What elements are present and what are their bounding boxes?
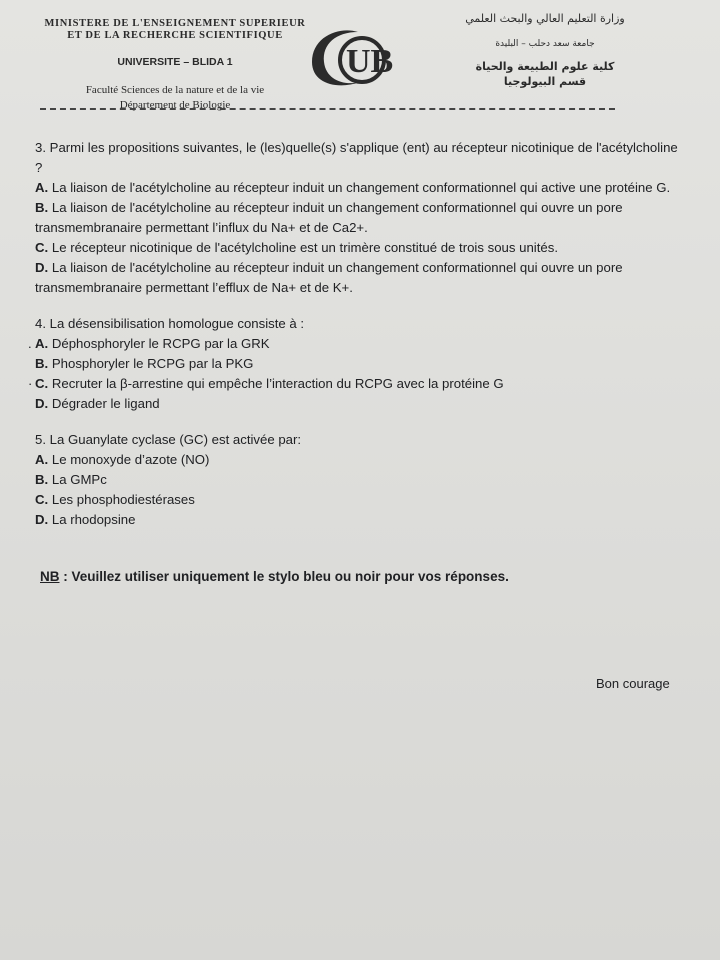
option-text: La rhodopsine xyxy=(51,512,136,527)
option-text: La liaison de l'acétylcholine au récepteur induit un changement conformationnel qui ouvre un pore transmembranaire permettant l’efflux de Na+ et de K+. xyxy=(35,260,623,295)
pen-mark: · xyxy=(28,376,33,391)
option-text: Dégrader le ligand xyxy=(51,396,160,411)
ministry-line-2: ET DE LA RECHERCHE SCIENTIFIQUE xyxy=(67,30,283,41)
questions-section xyxy=(28,138,680,546)
option-a xyxy=(35,178,680,198)
faculty-arabic: كلية علوم الطبيعة والحياة xyxy=(475,60,615,73)
option-letter: D. xyxy=(35,260,49,275)
question-stem: 3. Parmi les propositions suivantes, le (les)quelle(s) s'applique (ent) au récepteur nicotinique de l'acétylcholine ? xyxy=(35,140,678,175)
option-d xyxy=(35,258,680,298)
university-arabic: جامعة سعد دحلب – البليدة xyxy=(495,39,595,49)
logo-letters: UB xyxy=(346,43,394,80)
option-text: La GMPc xyxy=(51,472,107,487)
option-letter: C. xyxy=(35,376,49,391)
note-text: : Veuillez utiliser uniquement le stylo bleu ou noir pour vos réponses. xyxy=(59,569,509,584)
ministry-line-1: MINISTERE DE L'ENSEIGNEMENT SUPERIEUR xyxy=(44,18,306,29)
option-b xyxy=(35,470,680,490)
university-name: UNIVERSITE – BLIDA 1 xyxy=(117,56,233,68)
closing-text: Bon courage xyxy=(596,676,670,691)
option-letter: B. xyxy=(35,472,49,487)
header-french xyxy=(40,18,310,112)
option-letter: B. xyxy=(35,356,49,371)
note xyxy=(40,569,509,584)
option-text: Recruter la β-arrestine qui empêche l’interaction du RCPG avec la protéine G xyxy=(51,376,504,391)
question-5 xyxy=(35,430,680,530)
ministry-arabic: وزارة التعليم العالي والبحث العلمي xyxy=(465,12,625,25)
option-a xyxy=(35,450,680,470)
option-letter: D. xyxy=(35,396,49,411)
pen-mark: . xyxy=(28,336,32,351)
option-text: Déphosphoryler le RCPG par la GRK xyxy=(51,336,270,351)
option-text: Phosphoryler le RCPG par la PKG xyxy=(51,356,254,371)
option-letter: D. xyxy=(35,512,49,527)
option-text: Les phosphodiestérases xyxy=(51,492,195,507)
option-text: La liaison de l'acétylcholine au récepteur induit un changement conformationnel qui active une protéine G. xyxy=(51,180,671,195)
option-letter: B. xyxy=(35,200,49,215)
department-name: Département de Biologie xyxy=(119,99,231,111)
faculty-name: Faculté Sciences de la nature et de la vie xyxy=(85,84,265,96)
option-b xyxy=(35,198,680,238)
university-logo-icon xyxy=(302,22,402,92)
option-a xyxy=(28,334,680,354)
option-text: La liaison de l'acétylcholine au récepteur induit un changement conformationnel qui ouvre un pore transmembranaire permettant l’influx du Na+ et de Ca2+. xyxy=(35,200,623,235)
option-letter: C. xyxy=(35,492,49,507)
question-4 xyxy=(28,314,680,414)
question-stem: 4. La désensibilisation homologue consiste à : xyxy=(35,316,305,331)
option-b xyxy=(35,354,680,374)
option-c xyxy=(35,238,680,258)
option-c xyxy=(28,374,680,394)
option-text: Le récepteur nicotinique de l'acétylcholine est un trimère constitué de trois sous unités. xyxy=(51,240,558,255)
department-arabic: قسم البيولوجيا xyxy=(503,75,587,88)
option-c xyxy=(35,490,680,510)
option-d xyxy=(35,510,680,530)
option-letter: A. xyxy=(35,336,49,351)
option-letter: A. xyxy=(35,452,49,467)
option-d xyxy=(35,394,680,414)
note-label: NB xyxy=(40,569,60,584)
option-letter: A. xyxy=(35,180,49,195)
option-letter: C. xyxy=(35,240,49,255)
header-arabic xyxy=(450,12,640,89)
question-3 xyxy=(35,138,680,298)
option-text: Le monoxyde d’azote (NO) xyxy=(51,452,210,467)
header-divider xyxy=(40,108,615,110)
question-stem: 5. La Guanylate cyclase (GC) est activée par: xyxy=(35,432,302,447)
